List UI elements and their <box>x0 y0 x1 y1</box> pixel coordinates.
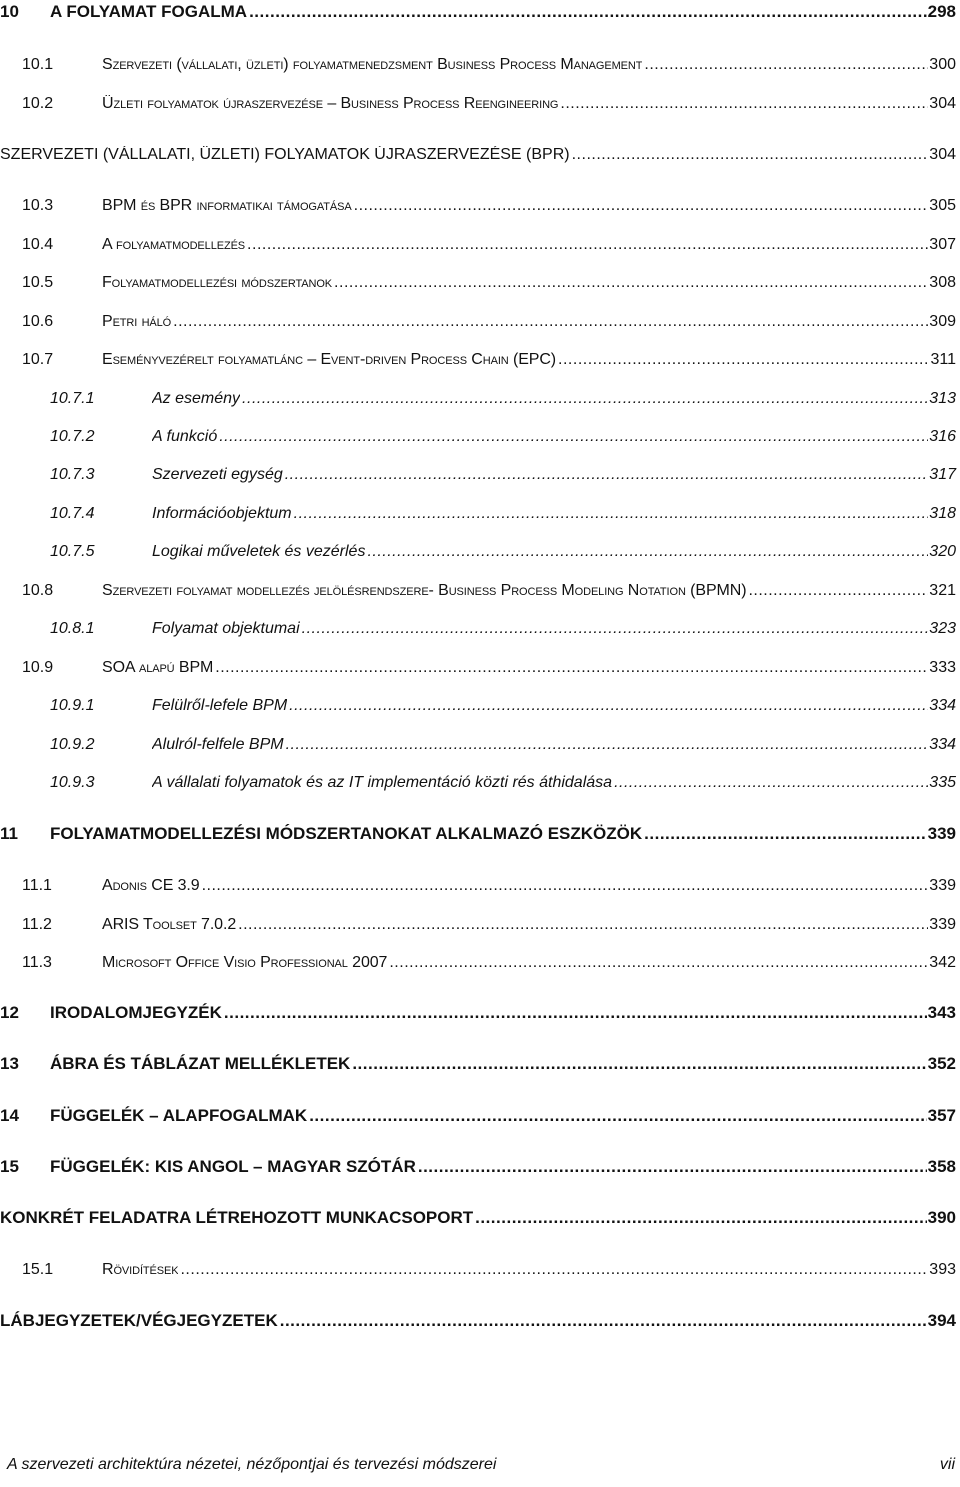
toc-leader <box>285 468 929 484</box>
toc-entry[interactable] <box>0 531 956 561</box>
toc-leader <box>202 879 929 895</box>
toc-leader <box>247 238 928 254</box>
toc-number: 10.7.5 <box>50 543 95 560</box>
toc-page: 339 <box>929 916 956 933</box>
toc-entry[interactable] <box>0 942 956 972</box>
toc-title: FOLYAMATMODELLEZÉSI MÓDSZERTANOKAT ALKALMAZÓ ESZKÖZÖK <box>50 824 643 843</box>
toc-page: 343 <box>927 1003 956 1022</box>
toc-leader <box>572 148 929 164</box>
toc-title: Szervezeti folyamat modellezés jelölésrendszere- Business Process Modeling Notation (BPMN) <box>102 582 747 599</box>
toc-title: IRODALOMJEGYZÉK <box>50 1003 222 1022</box>
toc-page: 390 <box>927 1208 956 1227</box>
toc-number: 10.9.2 <box>50 736 95 753</box>
toc-entry[interactable] <box>0 993 956 1023</box>
toc-title: FÜGGELÉK: KIS ANGOL – MAGYAR SZÓTÁR <box>50 1157 416 1176</box>
toc-leader <box>334 276 928 292</box>
toc-entry[interactable] <box>0 1096 956 1126</box>
toc-number: 10.8.1 <box>50 620 95 637</box>
toc-number: 10.7 <box>22 351 54 368</box>
toc-leader <box>748 584 928 600</box>
toc-entry[interactable] <box>0 1301 956 1331</box>
toc-title: Az esemény <box>152 390 241 407</box>
toc-leader <box>302 622 929 638</box>
toc-page: 352 <box>927 1054 956 1073</box>
toc-page: 316 <box>929 428 956 445</box>
toc-page: 308 <box>929 274 956 291</box>
toc-title: SZERVEZETI (VÁLLALATI, ÜZLETI) FOLYAMATOK ÚJRASZERVEZÉSE (BPR) <box>0 146 570 163</box>
toc-title: BPM és BPR informatikai támogatása <box>102 197 352 214</box>
toc-page: 339 <box>929 877 956 894</box>
toc-leader <box>242 392 928 408</box>
toc-leader <box>352 1057 926 1074</box>
toc-leader <box>173 315 928 331</box>
toc-page: 342 <box>929 954 956 971</box>
toc-entry[interactable] <box>0 83 956 113</box>
toc-number: 10.5 <box>22 274 54 291</box>
toc-number: 10.7.4 <box>50 505 95 522</box>
toc-leader <box>475 1211 926 1228</box>
toc-page: 304 <box>929 95 956 112</box>
toc-number: 10.2 <box>22 95 54 112</box>
toc-entry[interactable] <box>0 1249 956 1279</box>
toc-page: 311 <box>930 351 956 368</box>
toc-page: 334 <box>929 736 956 753</box>
toc-entry[interactable] <box>0 762 956 792</box>
toc-leader <box>238 918 928 934</box>
toc-page: 318 <box>929 505 956 522</box>
toc-number: 10 <box>0 2 19 21</box>
toc-entry[interactable] <box>0 224 956 254</box>
toc-entry[interactable] <box>0 1147 956 1177</box>
toc-entry[interactable] <box>0 378 956 408</box>
toc-page: 309 <box>929 313 956 330</box>
toc-number: 10.9 <box>22 659 54 676</box>
toc-number: 10.4 <box>22 236 54 253</box>
toc-page: 304 <box>929 146 956 163</box>
toc-entry[interactable] <box>0 134 956 164</box>
toc-title: Folyamat objektumai <box>152 620 300 637</box>
toc-title: A funkció <box>152 428 218 445</box>
toc-page: 339 <box>927 824 956 843</box>
toc-number: 11.2 <box>22 916 52 933</box>
toc-leader <box>644 827 926 844</box>
toc-entry[interactable] <box>0 608 956 638</box>
toc-leader <box>294 507 929 523</box>
toc-number: 10.9.1 <box>50 697 95 714</box>
toc-leader <box>560 97 928 113</box>
toc-number: 15 <box>0 1157 19 1176</box>
toc-entry[interactable] <box>0 301 956 331</box>
toc-leader <box>418 1160 927 1177</box>
toc-title: A FOLYAMAT FOGALMA <box>50 2 248 21</box>
toc-title: ARIS Toolset 7.0.2 <box>102 916 237 933</box>
toc-page: 334 <box>929 697 956 714</box>
toc-number: 12 <box>0 1003 19 1022</box>
toc-page: 393 <box>929 1261 956 1278</box>
toc-entry[interactable] <box>0 685 956 715</box>
toc-title: ÁBRA ÉS TÁBLÁZAT MELLÉKLETEK <box>50 1054 351 1073</box>
toc-leader <box>558 353 929 369</box>
toc-title: Petri háló <box>102 313 172 330</box>
toc-number: 10.1 <box>22 56 54 73</box>
toc-entry[interactable] <box>0 724 956 754</box>
toc-title: Logikai műveletek és vezérlés <box>152 543 366 560</box>
toc-page: 317 <box>929 466 956 483</box>
toc-leader <box>249 5 927 22</box>
toc-entry[interactable] <box>0 262 956 292</box>
toc-entry[interactable] <box>0 904 956 934</box>
toc-number: 11 <box>0 824 18 843</box>
toc-title: Folyamatmodellezési módszertanok <box>102 274 333 291</box>
toc-title: A folyamatmodellezés <box>102 236 246 253</box>
toc-leader <box>224 1006 927 1023</box>
toc-title: Eseményvezérelt folyamatlánc – Event-driven Process Chain (EPC) <box>102 351 557 368</box>
toc-title: Szervezeti (vállalati, üzleti) folyamatmenedzsment Business Process Management <box>102 56 643 73</box>
footer-page-number: vii <box>939 1456 955 1473</box>
toc-number: 15.1 <box>22 1261 54 1278</box>
toc-title: Üzleti folyamatok újraszervezése – Business Process Reengineering <box>102 95 559 112</box>
toc-title: FÜGGELÉK – ALAPFOGALMAK <box>50 1106 308 1125</box>
toc-page: 320 <box>929 543 956 560</box>
toc-entry[interactable] <box>0 0 956 22</box>
toc-title: Szervezeti egység <box>152 466 283 483</box>
toc-entry[interactable] <box>0 814 956 844</box>
toc-page: 394 <box>927 1311 956 1330</box>
toc-title: LÁBJEGYZETEK/VÉGJEGYZETEK <box>0 1311 278 1330</box>
toc-entry[interactable] <box>0 1198 956 1228</box>
toc-leader <box>309 1109 926 1126</box>
toc-leader <box>215 661 928 677</box>
toc-entry[interactable] <box>0 493 956 523</box>
toc-entry[interactable] <box>0 570 956 600</box>
toc-title: A vállalati folyamatok és az IT implementáció közti rés áthidalása <box>152 774 613 791</box>
toc-entry[interactable] <box>0 339 956 369</box>
page-footer <box>7 1456 955 1474</box>
toc-number: 10.7.2 <box>50 428 95 445</box>
toc-page: 358 <box>927 1157 956 1176</box>
toc-title: Adonis CE 3.9 <box>102 877 200 894</box>
footer-title: A szervezeti architektúra nézetei, nézőpontjai és tervezési módszerei <box>7 1456 497 1473</box>
toc-title: Alulról-felfele BPM <box>152 736 284 753</box>
toc-page: 335 <box>929 774 956 791</box>
toc-title: Microsoft Office Visio Professional 2007 <box>102 954 388 971</box>
toc-entry[interactable] <box>0 416 956 446</box>
toc-number: 13 <box>0 1054 19 1073</box>
toc-number: 10.7.3 <box>50 466 95 483</box>
toc-entry[interactable] <box>0 454 956 484</box>
toc-title: SOA alapú BPM <box>102 659 214 676</box>
toc-leader <box>354 199 929 215</box>
toc-leader <box>614 776 928 792</box>
toc-page: 357 <box>927 1106 956 1125</box>
toc-leader <box>280 1314 927 1331</box>
toc-leader <box>219 430 928 446</box>
toc-page: 300 <box>929 56 956 73</box>
toc-number: 11.3 <box>22 954 52 971</box>
toc-title: Felülről-lefele BPM <box>152 697 288 714</box>
toc-leader <box>644 58 928 74</box>
toc-entry[interactable] <box>0 1044 956 1074</box>
toc-entry[interactable] <box>0 865 956 895</box>
toc-number: 10.7.1 <box>50 390 95 407</box>
toc-title: Információobjektum <box>152 505 292 522</box>
toc-number: 10.6 <box>22 313 54 330</box>
toc-page: 321 <box>929 582 956 599</box>
toc-title: Rövidítések <box>102 1261 179 1278</box>
toc-title: KONKRÉT FELADATRA LÉTREHOZOTT MUNKACSOPORT <box>0 1208 474 1227</box>
toc-number: 10.9.3 <box>50 774 95 791</box>
toc-number: 14 <box>0 1106 19 1125</box>
toc-number: 11.1 <box>22 877 52 894</box>
toc-page: 298 <box>927 2 956 21</box>
toc-entry[interactable] <box>0 44 956 74</box>
toc-page: 305 <box>929 197 956 214</box>
toc-page: 333 <box>929 659 956 676</box>
toc-entry[interactable] <box>0 647 956 677</box>
toc-entry[interactable] <box>0 185 956 215</box>
toc-page: 307 <box>929 236 956 253</box>
toc-page: 323 <box>929 620 956 637</box>
toc-number: 10.3 <box>22 197 54 214</box>
toc-leader <box>389 956 928 972</box>
toc-leader <box>289 699 928 715</box>
toc-page: 313 <box>929 390 956 407</box>
toc-leader <box>286 738 929 754</box>
toc-number: 10.8 <box>22 582 54 599</box>
toc-leader <box>367 545 928 561</box>
toc-leader <box>180 1263 928 1279</box>
